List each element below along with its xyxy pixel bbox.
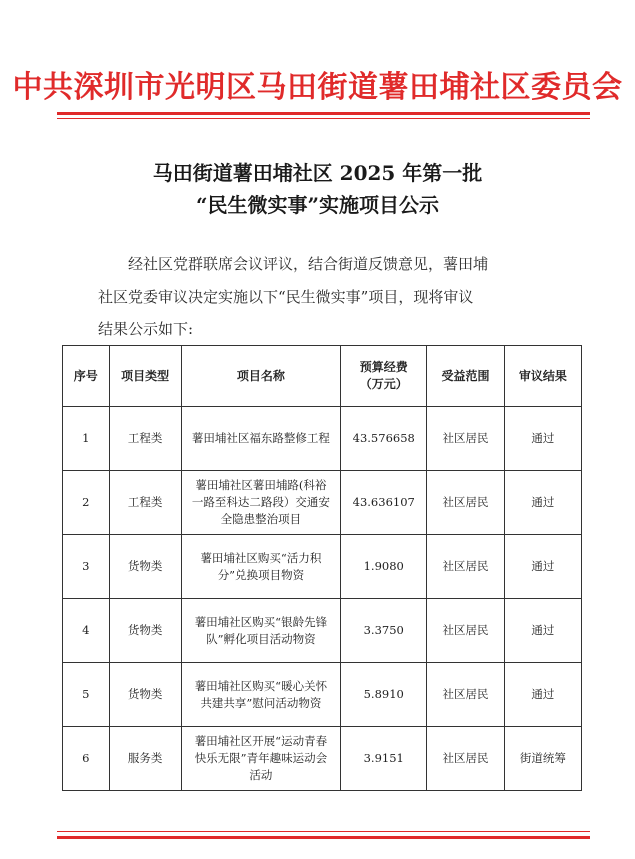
table-header-row (63, 346, 582, 407)
header-divider-thick (57, 112, 590, 115)
cell-scope: 社区居民 (427, 535, 504, 599)
header-seq: 序号 (63, 346, 110, 407)
header-budget-line1: 预算经费 (359, 360, 408, 374)
cell-budget: 43.576658 (341, 407, 427, 471)
cell-seq: 4 (63, 599, 110, 663)
cell-scope: 社区居民 (427, 663, 504, 727)
table-row (63, 599, 582, 663)
table-row (63, 471, 582, 535)
cell-scope: 社区居民 (427, 407, 504, 471)
cell-seq: 5 (63, 663, 110, 727)
cell-name: 薯田埔社区开展“运动青春快乐无限”青年趣味运动会活动 (181, 727, 340, 791)
cell-type: 货物类 (109, 599, 181, 663)
cell-seq: 2 (63, 471, 110, 535)
footer-divider-thin (57, 831, 590, 832)
cell-result: 街道统筹 (504, 727, 581, 791)
cell-seq: 1 (63, 407, 110, 471)
cell-scope: 社区居民 (427, 471, 504, 535)
footer-divider-thick (57, 836, 590, 839)
intro-paragraph-line1: 经社区党群联席会议评议，结合街道反馈意见，薯田埔 (128, 255, 489, 273)
cell-budget: 3.3750 (341, 599, 427, 663)
cell-type: 工程类 (109, 471, 181, 535)
cell-name: 薯田埔社区福东路整修工程 (181, 407, 340, 471)
cell-result: 通过 (504, 407, 581, 471)
table-row (63, 407, 582, 471)
header-type: 项目类型 (109, 346, 181, 407)
cell-result: 通过 (504, 663, 581, 727)
cell-type: 货物类 (109, 663, 181, 727)
cell-name: 薯田埔社区薯田埔路(科裕一路至科达二路段）交通安全隐患整治项目 (181, 471, 340, 535)
intro-paragraph-line3: 结果公示如下: (98, 320, 194, 338)
cell-budget: 5.8910 (341, 663, 427, 727)
cell-name: 薯田埔社区购买“活力积分”兑换项目物资 (181, 535, 340, 599)
cell-scope: 社区居民 (427, 599, 504, 663)
header-budget (341, 346, 427, 407)
cell-type: 货物类 (109, 535, 181, 599)
cell-seq: 6 (63, 727, 110, 791)
cell-seq: 3 (63, 535, 110, 599)
cell-result: 通过 (504, 599, 581, 663)
cell-result: 通过 (504, 535, 581, 599)
cell-budget: 3.9151 (341, 727, 427, 791)
header-result: 审议结果 (504, 346, 581, 407)
cell-name: 薯田埔社区购买“暖心关怀共建共享”慰问活动物资 (181, 663, 340, 727)
cell-budget: 1.9080 (341, 535, 427, 599)
intro-paragraph-line2: 社区党委审议决定实施以下“民生微实事”项目，现将审议 (98, 288, 474, 306)
header-name: 项目名称 (181, 346, 340, 407)
header-divider-thin (57, 118, 590, 119)
table-row (63, 663, 582, 727)
header-budget-line2: （万元） (359, 377, 408, 391)
cell-scope: 社区居民 (427, 727, 504, 791)
table-row (63, 535, 582, 599)
projects-table (62, 345, 582, 791)
cell-type: 工程类 (109, 407, 181, 471)
table-row (63, 727, 582, 791)
cell-type: 服务类 (109, 727, 181, 791)
cell-name: 薯田埔社区购买“银龄先锋队”孵化项目活动物资 (181, 599, 340, 663)
doc-title-line1: 马田街道薯田埔社区 2025 年第一批 (152, 161, 483, 185)
doc-title-line2: “民生微实事”实施项目公示 (195, 193, 439, 217)
cell-result: 通过 (504, 471, 581, 535)
header-scope: 受益范围 (427, 346, 504, 407)
org-header-title: 中共深圳市光明区马田街道薯田埔社区委员会 (12, 70, 623, 105)
cell-budget: 43.636107 (341, 471, 427, 535)
